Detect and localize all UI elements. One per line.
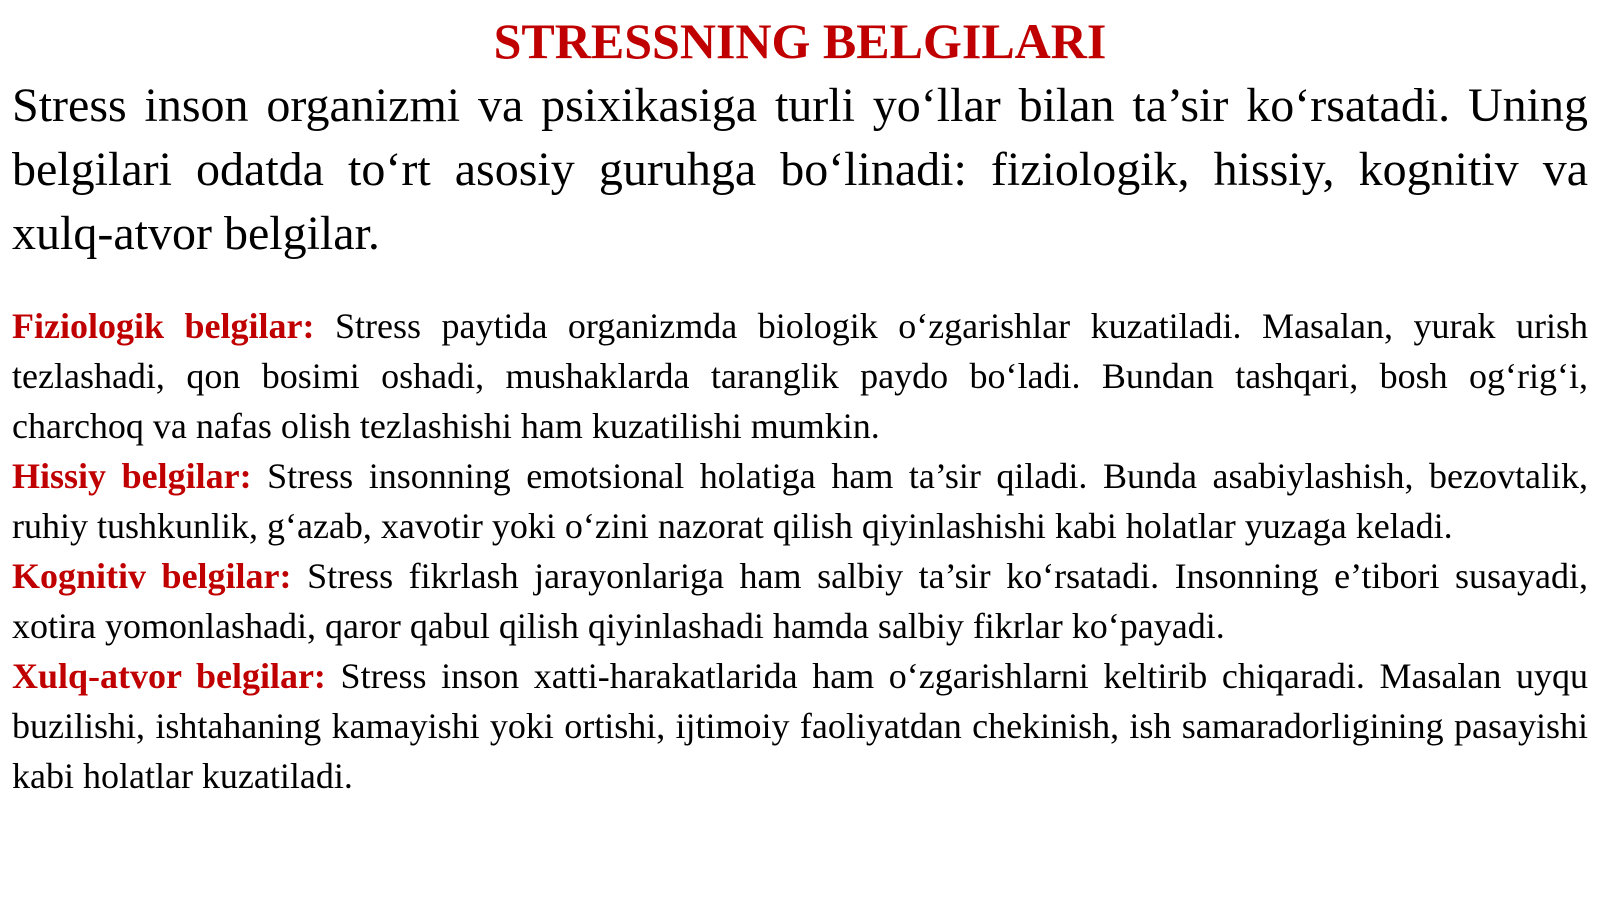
section-text: Stress inson xatti-harakatlarida ham o‘zgarishlarni keltirib chiqaradi. Masalan uyqu buzilishi, ishtahaning kamayishi yoki ortishi, ijtimoiy faoliyatdan chekinish, ish samaradorligining pasayishi kabi holatlar kuzatiladi. (12, 656, 1589, 796)
intro-paragraph: Stress inson organizmi va psixikasiga turli yo‘llar bilan ta’sir ko‘rsatadi. Uning belgilari odatda to‘rt asosiy guruhga bo‘linadi: fiziologik, hissiy, kognitiv va xulq-atvor belgilar. (12, 79, 1588, 260)
section-text: Stress fikrlash jarayonlariga ham salbiy ta’sir ko‘rsatadi. Insonning e’tibori susayadi, xotira yomonlashadi, qaror qabul qilish qiyinlashadi hamda salbiy fikrlar ko‘payadi. (12, 556, 1588, 646)
section-text: Stress insonning emotsional holatiga ham ta’sir qiladi. Bunda asabiylashish, bezovtalik, ruhiy tushkunlik, g‘azab, xavotir yoki o‘zini nazorat qilish qiyinlashishi kabi holatlar yuzaga keladi. (12, 456, 1588, 546)
slide-title: STRESSNING BELGILARI (493, 13, 1107, 69)
section-behavioral (12, 651, 1588, 801)
section-heading: Kognitiv belgilar: (12, 556, 292, 596)
section-emotional (12, 451, 1588, 551)
section-heading: Fiziologik belgilar: (12, 306, 315, 346)
section-text: Stress paytida organizmda biologik o‘zgarishlar kuzatiladi. Masalan, yurak urish tezlashadi, qon bosimi oshadi, mushaklarda taranglik paydo bo‘ladi. Bundan tashqari, bosh og‘rig‘i, charchoq va nafas olish tezlashishi ham kuzatilishi mumkin. (12, 306, 1588, 446)
section-cognitive (12, 551, 1588, 651)
section-physiological (12, 301, 1588, 451)
section-heading: Hissiy belgilar: (12, 456, 252, 496)
sections-list (12, 301, 1588, 801)
section-heading: Xulq-atvor belgilar: (12, 656, 326, 696)
